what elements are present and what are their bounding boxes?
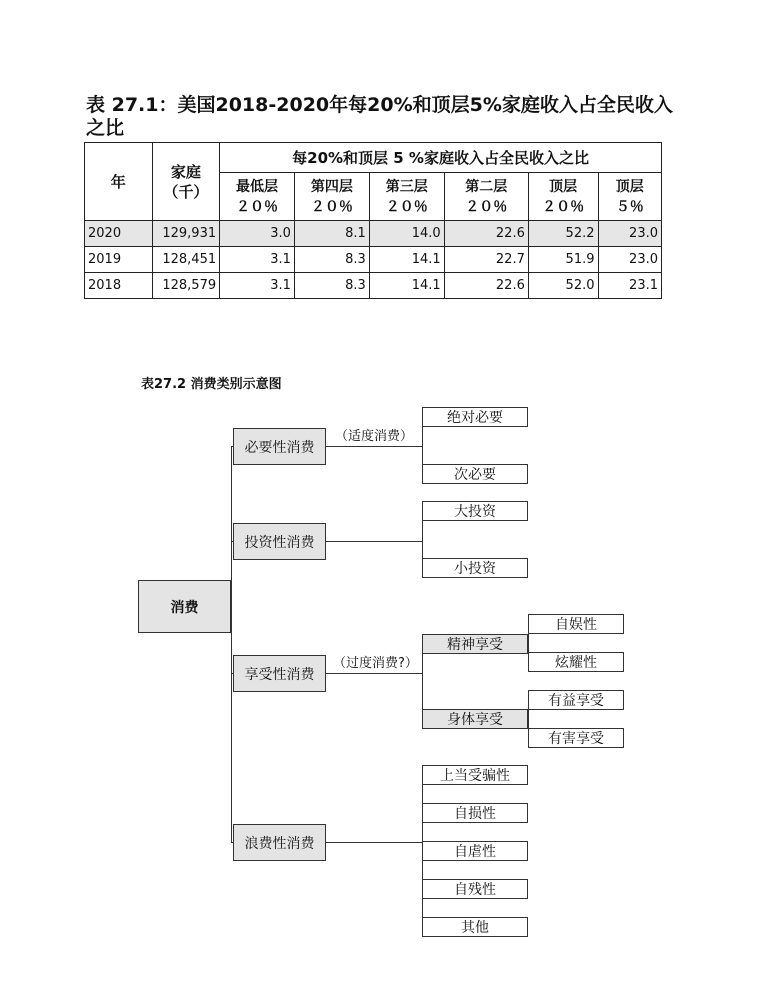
cell-value: 23.1 — [598, 273, 662, 299]
cell-households: 128,579 — [152, 273, 220, 299]
diagram-title: 表27.2 消费类别示意图 — [141, 377, 282, 392]
income-share-table — [84, 142, 662, 299]
node-show-off: 炫耀性 — [528, 652, 624, 672]
node-harmful-enjoyment: 有害享受 — [528, 728, 624, 748]
cell-year: 2018 — [85, 273, 153, 299]
node-big-investment: 大投资 — [422, 501, 528, 521]
cell-value: 23.0 — [598, 221, 662, 247]
cell-year: 2019 — [85, 247, 153, 273]
node-self-damage: 自损性 — [422, 803, 528, 823]
header-fourth-20: 第四层 ２０％ — [294, 173, 369, 221]
header-lowest-20: 最低层 ２０％ — [220, 173, 295, 221]
header-top-5: 顶层 ５％ — [598, 173, 662, 221]
node-beneficial-enjoyment: 有益享受 — [528, 690, 624, 710]
header-top-20: 顶层 ２０％ — [528, 173, 598, 221]
cell-value: 22.6 — [444, 273, 528, 299]
cell-value: 22.7 — [444, 247, 528, 273]
connector-line — [326, 673, 422, 674]
cell-value: 3.1 — [220, 247, 295, 273]
node-self-harm: 自残性 — [422, 879, 528, 899]
node-absolutely-necessary: 绝对必要 — [422, 407, 528, 427]
cell-value: 52.2 — [528, 221, 598, 247]
cell-value: 3.0 — [220, 221, 295, 247]
node-small-investment: 小投资 — [422, 558, 528, 578]
node-self-abuse: 自虐性 — [422, 841, 528, 861]
header-households: 家庭 （千） — [152, 143, 220, 221]
cell-value: 8.1 — [294, 221, 369, 247]
header-second-20: 第二层 ２０％ — [444, 173, 528, 221]
table-row — [85, 247, 662, 273]
cell-year: 2020 — [85, 221, 153, 247]
note-moderate-consumption: （适度消费） — [335, 429, 414, 444]
node-investment-consumption: 投资性消费 — [233, 523, 326, 560]
cell-value: 3.1 — [220, 273, 295, 299]
header-year: 年 — [85, 143, 153, 221]
table-row — [85, 221, 662, 247]
node-self-amusement: 自娱性 — [528, 614, 624, 634]
cell-households: 129,931 — [152, 221, 220, 247]
cell-value: 23.0 — [598, 247, 662, 273]
cell-value: 51.9 — [528, 247, 598, 273]
node-physical-enjoyment: 身体享受 — [422, 709, 528, 729]
trunk-line — [231, 446, 232, 842]
node-deceived: 上当受骗性 — [422, 765, 528, 785]
cell-value: 52.0 — [528, 273, 598, 299]
cell-value: 14.1 — [369, 247, 444, 273]
connector-line — [326, 446, 422, 447]
table-title: 表 27.1：美国2018-2020年每20%和顶层5%家庭收入占全民收入之比 — [86, 94, 673, 139]
node-consumption: 消费 — [138, 580, 231, 633]
cell-value: 14.0 — [369, 221, 444, 247]
node-enjoyment-consumption: 享受性消费 — [233, 655, 326, 692]
node-spiritual-enjoyment: 精神享受 — [422, 634, 528, 654]
cell-households: 128,451 — [152, 247, 220, 273]
header-group: 每20%和顶层 5 %家庭收入占全民收入之比 — [220, 143, 662, 173]
node-wasteful-consumption: 浪费性消费 — [233, 824, 326, 861]
note-excessive-consumption: （过度消费?） — [333, 656, 418, 671]
cell-value: 8.3 — [294, 273, 369, 299]
header-third-20: 第三层 ２０％ — [369, 173, 444, 221]
cell-value: 8.3 — [294, 247, 369, 273]
connector-line — [326, 541, 422, 542]
node-other: 其他 — [422, 917, 528, 937]
cell-value: 14.1 — [369, 273, 444, 299]
table-row — [85, 273, 662, 299]
node-necessary-consumption: 必要性消费 — [233, 428, 326, 465]
cell-value: 22.6 — [444, 221, 528, 247]
node-secondary-necessary: 次必要 — [422, 464, 528, 484]
connector-line — [326, 842, 422, 843]
